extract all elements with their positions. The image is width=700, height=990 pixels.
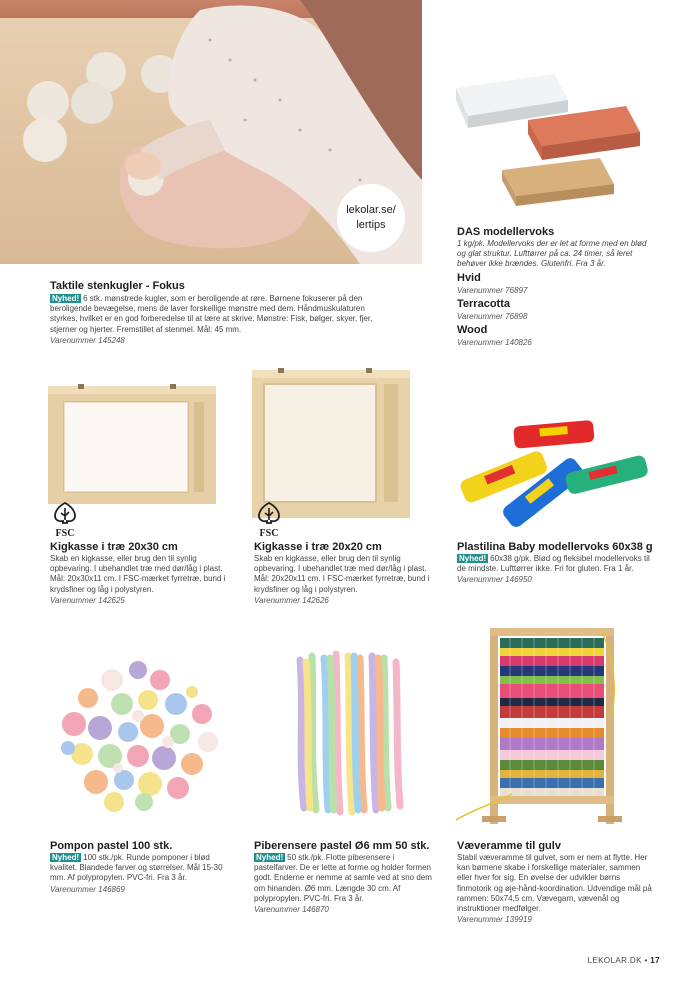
kigkasse20-image [248,366,414,522]
fsc-logo [50,502,80,539]
lertips-line2: lertips [356,219,386,231]
product-sku: Varenummer 142625 [50,595,125,605]
new-badge: Nyhed! [52,853,80,862]
das-product-image [450,70,650,210]
new-badge: Nyhed! [459,554,487,563]
variant-sku: Varenummer 140826 [457,337,532,347]
vaeveramme-image [452,624,622,824]
product-description: 100 stk./pk. Runde pomponer i blød kvalitet. Blandede farver og størrelser. Mål 15-30 mm. Af polypropylen. PVC-fri. Fra 3 år. [50,853,223,883]
variant-name: Wood [457,323,488,336]
product-description: Stabil væveramme til gulvet, som er nem at flytte. Her kan børnene skabe i forskellige materialer, sammen eller hver for sig. En øvelse der udvikler børns finmotorik og øje-hånd-koordination. Udvendige mål på rammen: 50x74,5 cm. Vævegarn, vævenål og instruktioner medfølger. [457,853,652,914]
product-kigkasse30 [50,541,230,606]
new-badge: Nyhed! [52,294,80,303]
page-footer [560,956,660,965]
product-sku: Varenummer 146869 [50,884,125,894]
variant-sku: Varenummer 76897 [457,285,528,295]
product-description: 6 stk. mønstrede kugler, som er beroligende at røre. Børnene fokuserer på den beroligende bevægelse, mens de laver forskellige mønstre med dem. Håndmuskulaturen styrkes, hvilket er en god forberedelse til at lære at skrive. Mønstre: Fisk, bølger, skyer, fjer, stjerner og hjerter. Fremstillet af stenmel. Mål: 45 mm. [50,294,373,334]
product-title: Plastilina Baby modellervoks 60x38 g [457,541,653,553]
product-description: Skab en kigkasse, eller brug den til synlig opbevaring. I ubehandlet træ med dør/låg i plast. Mål: 20x20x11 cm. I FSC-mærket fyrretræ, bund i krydsfiner og låg i polystyren. [254,554,430,594]
product-kigkasse20 [254,541,434,606]
variant-sku: Varenummer 76898 [457,311,528,321]
variant-name: Hvid [457,271,481,284]
kigkasse30-image [44,382,220,508]
product-sku: Varenummer 139919 [457,915,532,925]
product-sku: Varenummer 145248 [50,335,125,345]
product-pompon [50,840,230,895]
product-sku: Varenummer 142626 [254,595,329,605]
product-title: Kigkasse i træ 20x20 cm [254,541,382,553]
product-title: Kigkasse i træ 20x30 cm [50,541,178,553]
product-description: 50 stk./pk. Flotte piberensere i pastelfarver. De er lette at forme og holder formen godt. Enderne er nemme at samle ved at sno dem om hinanden. Ø6 mm. Længde 30 cm. Af polypropylen. PVC-fri. Fra 3 år. [254,853,432,903]
page-number: 17 [650,956,660,965]
footer-site[interactable]: LEKOLAR.DK [587,956,642,965]
product-plastilina [457,541,657,585]
pompon-image [52,652,224,814]
fsc-label: FSC [55,528,75,539]
product-description: 60x38 g/pk. Blød og fleksibel modellervoks til de mindste. Lufttørrer ikke. Fri for gluten. Fra 1 år. [457,554,650,574]
product-sku: Varenummer 146950 [457,575,532,585]
product-title: Taktile stenkugler - Fokus [50,280,185,292]
product-description: 1 kg/pk. Modellervoks der er let at forme med en blød og glat struktur. Lufttørrer på ca. 24 timer, så leret behøver ikke brændes. Glutenfri. Fra 3 år. [457,239,647,269]
lertips-bubble[interactable] [337,184,405,252]
lertips-line1: lekolar.se/ [346,204,396,216]
fsc-label: FSC [259,528,279,539]
new-badge: Nyhed! [256,853,284,862]
variant-name: Terracotta [457,297,510,310]
product-title: Væveramme til gulv [457,840,561,852]
fsc-tree-icon [255,502,283,524]
fsc-logo [254,502,284,539]
product-das [457,226,657,348]
plastilina-image [456,418,652,530]
piberensere-image [290,648,414,818]
product-title: Pompon pastel 100 stk. [50,840,173,852]
product-title: Piberensere pastel Ø6 mm 50 stk. [254,840,430,852]
fsc-tree-icon [51,502,79,524]
product-sku: Varenummer 146870 [254,905,329,915]
product-title: DAS modellervoks [457,226,555,238]
footer-separator-icon: • [644,956,648,965]
product-description: Skab en kigkasse, eller brug den til synlig opbevaring. I ubehandlet træ med dør/låg i plast. Mål: 20x30x11 cm. I FSC-mærket fyrretræ, bund i krydsfiner og låg i polystyren. [50,554,226,594]
hero-photo [0,0,422,264]
product-vaeveramme [457,840,657,925]
product-stenkugler [50,280,390,346]
product-piberensere [254,840,438,915]
